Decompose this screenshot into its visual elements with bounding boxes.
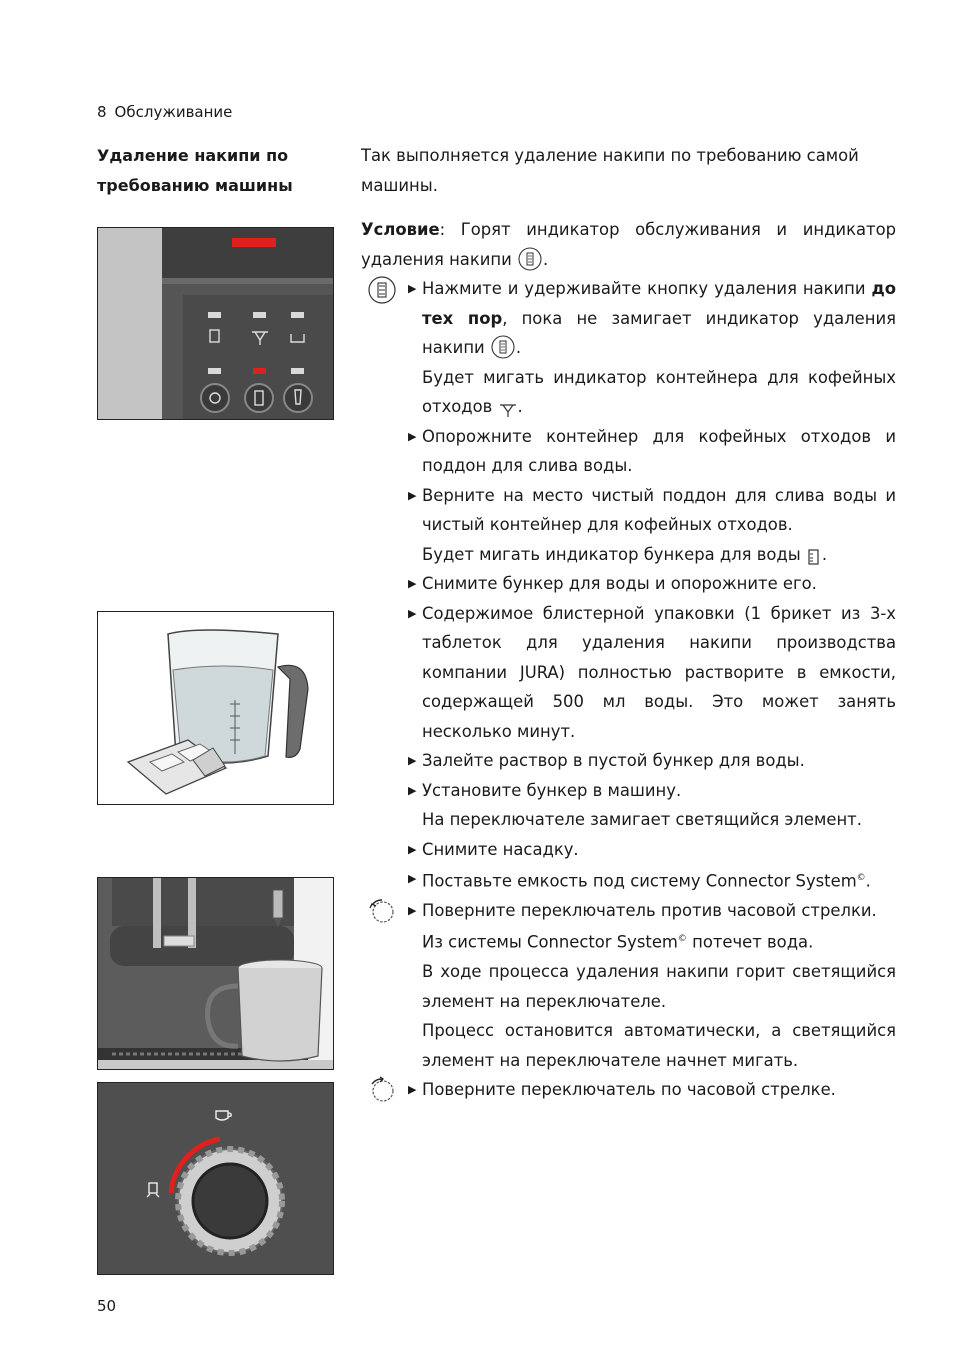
page-number: 50 [97,1297,117,1315]
intro-text: Так выполняется удаление накипи по требованию самой машины. [361,146,859,195]
bullet-arrow-icon: ▶ [408,872,417,885]
rotary-switch-figure [97,1082,334,1275]
bullet-arrow-icon: ▶ [408,1083,417,1097]
descale-icon [490,334,516,360]
section-title-line2: требованию машины [97,176,293,195]
chapter-header [97,103,232,121]
bullet-arrow-icon: ▶ [408,754,417,767]
section-title [97,141,337,201]
bullet-arrow-icon: ▶ [408,842,417,856]
water-tank-icon [806,547,822,567]
step-2-text: Опорожните контейнер для кофейных отходов и поддон для слива воды. [422,426,896,475]
note-10c: Процесс остановится автоматически, а светящийся элемент на переключателе начнет мигать. [422,1021,896,1070]
copyright-mark: © [856,873,866,883]
step-9 [361,864,896,896]
bullet-arrow-icon: ▶ [408,606,417,620]
step-7-text: Установите бункер в машину. [422,780,682,800]
rotary-switch-ccw-icon [367,897,397,927]
step-1-text-b: , пока не замигает индикатор удаления накипи [422,308,896,357]
note-10a [361,925,896,957]
step-9-text: Поставьте емкость под систему Connector System [422,871,857,891]
step-1 [361,274,896,363]
step-11-text: Поверните переключатель по часовой стрелке. [422,1080,836,1100]
section-title-line1: Удаление накипи по [97,146,289,165]
note-10a-text: Из системы Connector System [422,932,678,952]
grounds-container-icon [498,399,518,419]
step-10-text: Поверните переключатель против часовой стрелки. [422,900,877,920]
condition-label: Условие [361,220,440,239]
step-6-text: Залейте раствор в пустой бункер для воды. [422,751,805,770]
step-8-text: Снимите насадку. [422,839,579,859]
copyright-mark: © [677,934,687,945]
step-3-text: Верните на место чистый поддон для слива воды и чистый контейнер для кофейных отходов. [422,485,896,534]
note-3 [361,540,896,570]
condition-end: . [542,249,549,269]
descale-icon [517,246,543,272]
step-4 [361,569,896,599]
step-10 [361,896,896,926]
step-2 [361,422,896,481]
rotary-switch-cw-icon [367,1076,397,1106]
chapter-number: 8 [97,103,107,121]
step-4-text: Снимите бункер для воды и опорожните его. [422,574,817,593]
chapter-title: Обслуживание [114,103,233,121]
bullet-arrow-icon: ▶ [408,429,417,443]
descale-button-icon [367,275,397,305]
bullet-arrow-icon: ▶ [408,577,417,590]
note-1 [361,363,896,422]
control-panel-figure [97,227,334,420]
measuring-jug-figure [97,611,334,805]
condition-text: : Горят индикатор обслуживания и индикатор удаления накипи [361,220,896,269]
note-7: На переключателе замигает светящийся элемент. [422,810,862,829]
note-1-end: . [517,397,523,416]
note-1-text: Будет мигать индикатор контейнера для кофейных отходов [422,367,896,416]
step-8 [361,835,896,865]
bullet-arrow-icon: ▶ [408,282,417,295]
note-3-text: Будет мигать индикатор бункера для воды [422,544,806,564]
step-3 [361,481,896,540]
bullet-arrow-icon: ▶ [408,903,417,917]
step-1-text-a: Нажмите и удерживайте кнопку удаления накипи [422,279,872,298]
step-7 [361,776,896,806]
step-5-text: Содержимое блистерной упаковки (1 брикет из 3-х таблеток для удаления накипи производства компании JURA) полностью растворите в емкости, содержащей 500 мл воды. Это может занять несколько минут. [422,603,896,741]
step-5 [361,599,896,747]
bullet-arrow-icon: ▶ [408,488,417,502]
step-1-end: . [515,338,522,357]
note-3-end: . [821,544,828,564]
step-1-bold: до тех пор [422,279,896,328]
condition-paragraph [361,215,896,274]
step-6 [361,746,896,776]
instruction-column [361,141,896,1105]
connector-system-figure [97,877,334,1070]
step-11 [361,1075,896,1105]
step-9-end: . [865,871,871,891]
note-10b: В ходе процесса удаления накипи горит светящийся элемент на переключателе. [422,962,896,1011]
note-10a-end: потечет вода. [686,932,814,952]
bullet-arrow-icon: ▶ [408,783,417,797]
